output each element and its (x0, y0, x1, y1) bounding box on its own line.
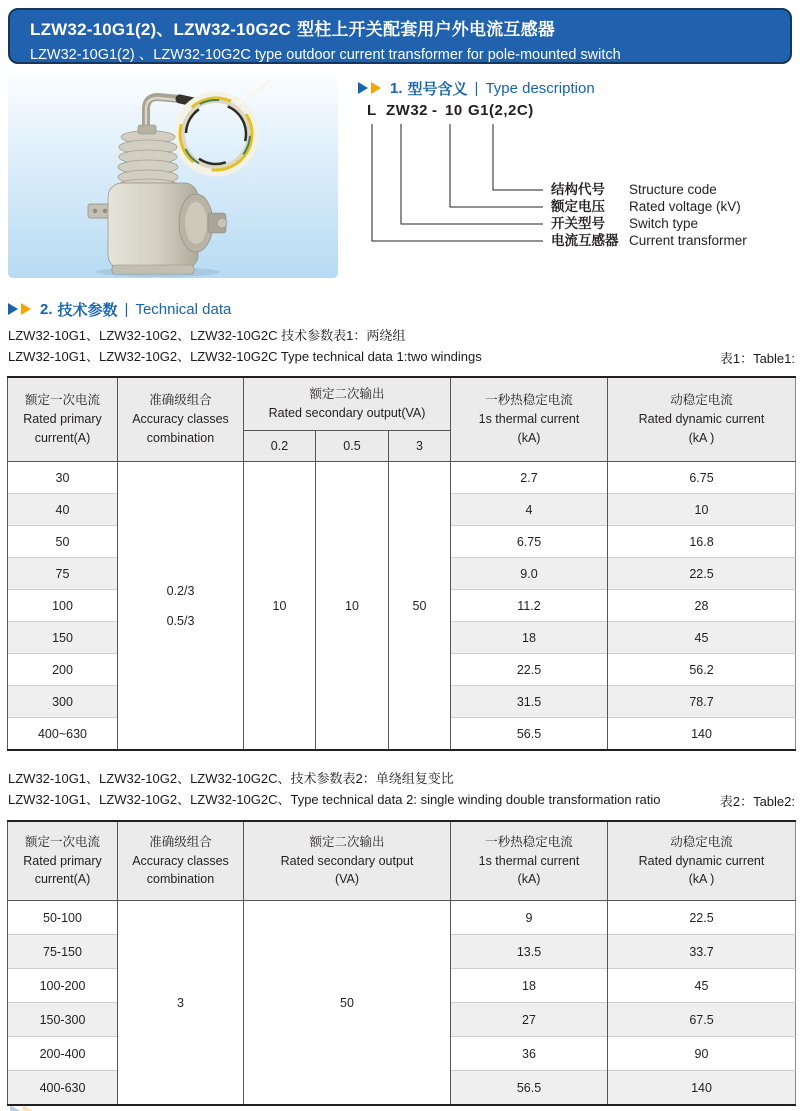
t1-header-dynamic (608, 377, 796, 462)
chevron-blue-icon (358, 82, 368, 94)
legend-zh: 电流互感器 (551, 233, 619, 248)
table1-caption-zh: LZW32-10G1、LZW32-10G2、LZW32-10G2C 技术参数表1：两绕组 (8, 328, 406, 343)
type-code-dash: - (432, 102, 438, 119)
chevron-yellow-icon (371, 82, 381, 94)
header-line: 动稳定电流 (670, 834, 733, 849)
header-line: (kA ) (688, 872, 715, 887)
cell-primary: 300 (8, 686, 118, 718)
header-line: combination (146, 872, 215, 887)
section-2-separator: | (124, 300, 129, 318)
t1-va3-merged-cell: 50 (389, 462, 451, 751)
cell-thermal: 22.5 (451, 654, 608, 686)
t1-header-primary (8, 377, 118, 462)
current-transformer-illustration (8, 71, 338, 278)
accuracy-value: 0.5/3 (166, 613, 195, 628)
section-2-header (8, 299, 231, 319)
table2-caption-zh: LZW32-10G1、LZW32-10G2、LZW32-10G2C、技术参数表2：单绕组复变比 (8, 771, 454, 786)
header-line: 准确级组合 (149, 834, 212, 849)
type-code-diagram (355, 100, 795, 270)
chevron-blue-icon (10, 1105, 20, 1111)
cell-thermal: 9.0 (451, 558, 608, 590)
header-line: combination (146, 430, 215, 445)
header-line: 额定一次电流 (24, 393, 100, 408)
header-line: Rated secondary output(VA) (268, 406, 426, 420)
t1-accuracy-merged-cell (118, 462, 244, 751)
legend-structure-code (551, 181, 717, 199)
header-line: 一秒热稳定电流 (485, 393, 573, 408)
header-line: 动稳定电流 (670, 393, 733, 408)
type-code-L: L (367, 102, 377, 119)
cell-primary: 200-400 (8, 1037, 118, 1071)
section-2-number: 2. (40, 300, 53, 318)
cell-primary: 150-300 (8, 1003, 118, 1037)
cell-primary: 100-200 (8, 969, 118, 1003)
type-code-10: 10 (445, 102, 463, 119)
cell-dynamic: 16.8 (608, 526, 796, 558)
section-1-title-en: Type description (485, 79, 595, 97)
header-line: 准确级组合 (149, 393, 212, 408)
cell-primary: 400-630 (8, 1071, 118, 1106)
cell-dynamic: 22.5 (608, 558, 796, 590)
cell-thermal: 56.5 (451, 718, 608, 751)
cell-dynamic: 28 (608, 590, 796, 622)
section-2-title-zh: 技术参数 (57, 301, 118, 319)
product-photo (8, 71, 338, 278)
header-line: 额定二次输出 (309, 387, 385, 402)
legend-zh: 结构代号 (551, 182, 605, 197)
legend-rated-voltage (551, 198, 741, 216)
chevron-blue-icon (8, 303, 18, 315)
t2-header-accuracy (118, 821, 244, 901)
cell-dynamic: 6.75 (608, 462, 796, 494)
cell-primary: 30 (8, 462, 118, 494)
legend-en: Current transformer (629, 233, 747, 248)
section-1-number: 1. (390, 79, 403, 97)
cell-thermal: 27 (451, 1003, 608, 1037)
legend-en: Switch type (629, 216, 699, 231)
table1-caption-en: LZW32-10G1、LZW32-10G2、LZW32-10G2C Type technical data 1:two windings (8, 349, 482, 364)
header-line: 1s thermal current (478, 412, 580, 427)
table2-label: 表2：Table2: (719, 794, 795, 809)
header-line: (VA) (334, 872, 360, 887)
model-name: LZW32-10G1(2)、LZW32-10G2C (30, 20, 291, 39)
cell-dynamic: 45 (608, 622, 796, 654)
cell-thermal: 6.75 (451, 526, 608, 558)
cell-dynamic: 45 (608, 969, 796, 1003)
table1-label: 表1：Table1: (719, 351, 795, 366)
header-line: Rated primary (23, 412, 102, 427)
t2-accuracy-merged-cell: 3 (118, 901, 244, 1106)
table-row (8, 462, 796, 494)
cell-dynamic: 67.5 (608, 1003, 796, 1037)
header-line: (kA ) (688, 430, 715, 445)
section-2-title-en: Technical data (135, 300, 232, 318)
header-line: 额定一次电流 (24, 834, 100, 849)
header-line: 一秒热稳定电流 (485, 834, 573, 849)
cell-primary: 150 (8, 622, 118, 654)
legend-current-transformer (551, 232, 747, 250)
cell-primary: 50 (8, 526, 118, 558)
cell-primary: 75-150 (8, 935, 118, 969)
legend-zh: 额定电压 (551, 199, 605, 214)
t1-va02-merged-cell: 10 (244, 462, 316, 751)
cell-primary: 50-100 (8, 901, 118, 935)
header-line: current(A) (34, 430, 91, 445)
cell-dynamic: 56.2 (608, 654, 796, 686)
legend-en: Structure code (629, 182, 717, 197)
t2-header-thermal (451, 821, 608, 901)
cell-thermal: 56.5 (451, 1071, 608, 1106)
header-line: Rated dynamic current (638, 853, 765, 868)
chevron-yellow-icon (21, 303, 31, 315)
cell-thermal: 31.5 (451, 686, 608, 718)
title-banner (8, 8, 792, 64)
header-line: (kA) (517, 430, 541, 445)
cell-dynamic: 33.7 (608, 935, 796, 969)
cell-thermal: 18 (451, 969, 608, 1003)
accuracy-value: 0.2/3 (166, 583, 195, 598)
cell-thermal: 36 (451, 1037, 608, 1071)
t1-header-secondary-output (244, 377, 451, 431)
cell-primary: 75 (8, 558, 118, 590)
t1-subheader-3: 3 (389, 431, 451, 462)
t2-va-merged-cell: 50 (244, 901, 451, 1106)
title-zh-text: 型柱上开关配套用户外电流互感器 (297, 20, 555, 39)
t1-va05-merged-cell: 10 (316, 462, 389, 751)
table-row (8, 901, 796, 935)
cell-thermal: 9 (451, 901, 608, 935)
cell-dynamic: 78.7 (608, 686, 796, 718)
t1-header-thermal (451, 377, 608, 462)
header-line: 1s thermal current (478, 853, 580, 868)
page-title-en: LZW32-10G1(2) 、LZW32-10G2C type outdoor current transformer for pole-mounted switch (30, 47, 621, 63)
table2-caption-en: LZW32-10G1、LZW32-10G2、LZW32-10G2C、Type technical data 2: single winding double transformation ratio (8, 792, 661, 807)
t1-subheader-0.2: 0.2 (244, 431, 316, 462)
page-title-zh (30, 15, 780, 40)
technical-data-table-2 (7, 820, 796, 1106)
t2-header-primary (8, 821, 118, 901)
legend-en: Rated voltage (kV) (629, 199, 741, 214)
header-line: Rated primary (23, 853, 102, 868)
section-1-header (358, 78, 595, 98)
cell-thermal: 13.5 (451, 935, 608, 969)
header-line: (kA) (517, 872, 541, 887)
t2-header-secondary-output (244, 821, 451, 901)
type-code-G1: G1(2,2C) (468, 102, 534, 119)
header-line: Accuracy classes (132, 412, 229, 427)
section-1-title-zh: 型号含义 (407, 80, 468, 98)
header-line: Rated secondary output (280, 853, 414, 868)
t1-header-accuracy (118, 377, 244, 462)
cell-primary: 40 (8, 494, 118, 526)
next-section-partial (10, 1105, 36, 1111)
cell-thermal: 4 (451, 494, 608, 526)
cell-primary: 400~630 (8, 718, 118, 751)
cell-thermal: 2.7 (451, 462, 608, 494)
cell-primary: 100 (8, 590, 118, 622)
type-code-ZW32: ZW32 (386, 102, 429, 119)
cell-dynamic: 22.5 (608, 901, 796, 935)
legend-switch-type (551, 215, 698, 233)
cell-thermal: 18 (451, 622, 608, 654)
chevron-yellow-icon (23, 1105, 33, 1111)
cell-primary: 200 (8, 654, 118, 686)
technical-data-table-1 (7, 376, 796, 751)
cell-thermal: 11.2 (451, 590, 608, 622)
cell-dynamic: 10 (608, 494, 796, 526)
header-line: current(A) (34, 872, 91, 887)
header-line: Accuracy classes (132, 853, 229, 868)
section-1-separator: | (474, 79, 479, 97)
header-line: 额定二次输出 (309, 834, 385, 849)
cell-dynamic: 140 (608, 1071, 796, 1106)
header-line: Rated dynamic current (638, 412, 765, 427)
legend-zh: 开关型号 (551, 216, 605, 231)
t1-subheader-0.5: 0.5 (316, 431, 389, 462)
cell-dynamic: 90 (608, 1037, 796, 1071)
t2-header-dynamic (608, 821, 796, 901)
cell-dynamic: 140 (608, 718, 796, 751)
